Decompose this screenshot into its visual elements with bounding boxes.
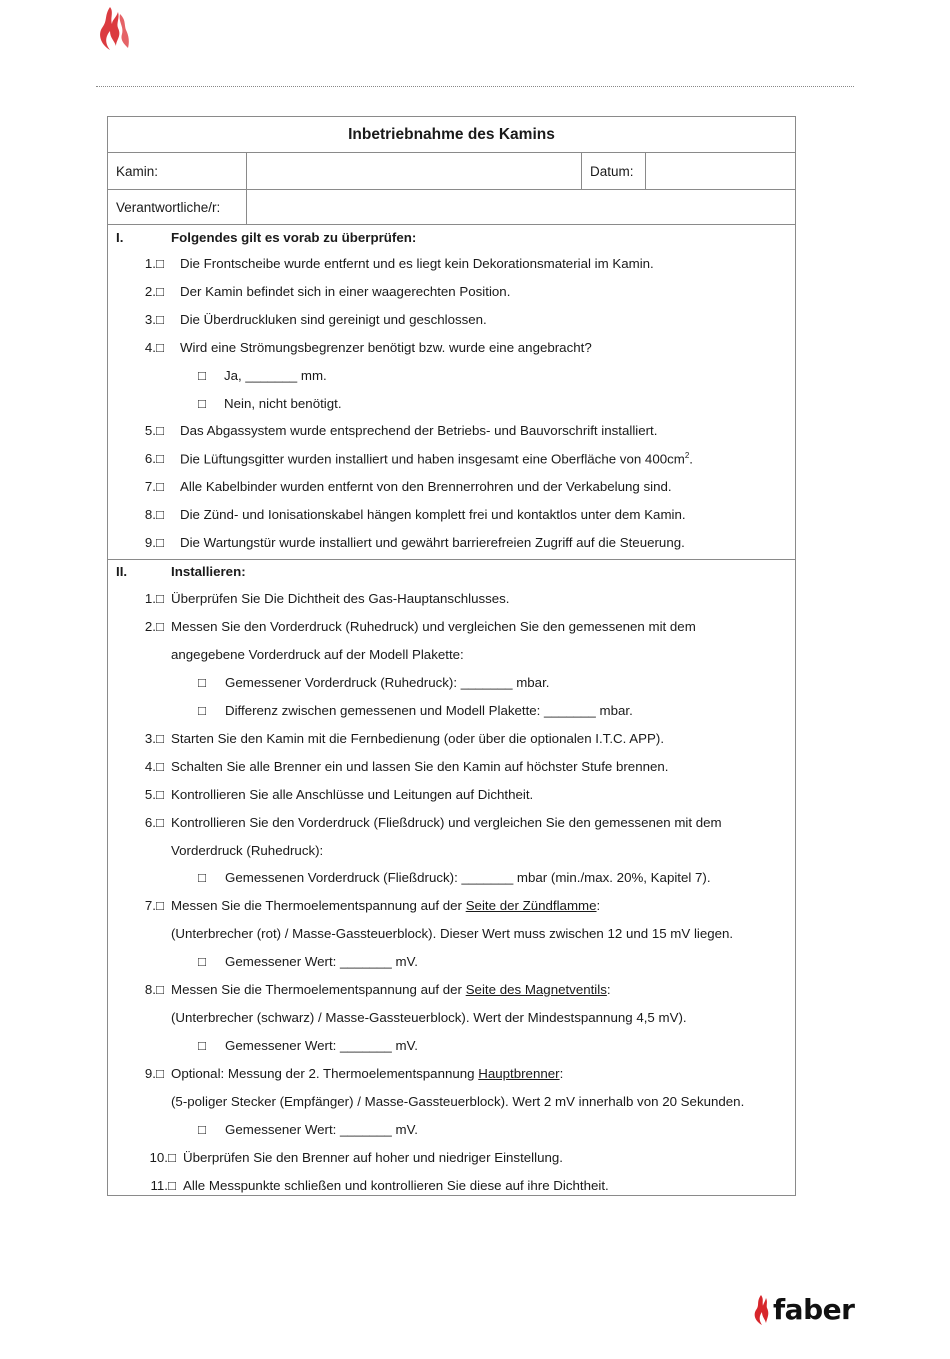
checklist-checkbox[interactable]: 1.□ xyxy=(144,256,164,271)
checklist-item-text xyxy=(225,870,711,885)
section-heading: Folgendes gilt es vorab zu überprüfen: xyxy=(171,230,417,245)
item-text: Alle Kabelbinder wurden entfernt von den Brennerrohren und der Verkabelung sind. xyxy=(180,479,672,494)
checklist-checkbox[interactable]: 11.□ xyxy=(150,1178,176,1193)
checklist-item-text xyxy=(180,507,686,522)
item-text: Die Überdruckluken sind gereinigt und geschlossen. xyxy=(180,312,487,327)
item-text: Alle Messpunkte schließen und kontrollieren Sie diese auf ihre Dichtheit. xyxy=(183,1178,609,1193)
verantwortlich-field[interactable] xyxy=(247,190,795,224)
header-divider xyxy=(96,86,854,87)
checklist-checkbox[interactable]: 2.□ xyxy=(144,284,164,299)
flame-logo-icon xyxy=(94,4,134,52)
item-text: Vorderdruck (Ruhedruck): xyxy=(171,843,324,858)
checklist-item-text xyxy=(180,284,510,299)
underlined-term: Hauptbrenner xyxy=(478,1066,560,1081)
section-pre-check xyxy=(108,225,795,560)
verantwortlich-label: Verantwortliche/r: xyxy=(108,190,247,224)
checklist-item-text xyxy=(171,731,664,746)
faber-brand-logo xyxy=(752,1292,856,1328)
item-text: Kontrollieren Sie alle Anschlüsse und Leitungen auf Dichtheit. xyxy=(171,787,534,802)
item-text: (Unterbrecher (rot) / Masse-Gassteuerblock). Dieser Wert muss zwischen 12 und 15 mV liegen. xyxy=(171,926,734,941)
item-text: Die Lüftungsgitter wurden installiert und haben insgesamt eine Oberfläche von 400cm xyxy=(180,451,685,467)
checklist-checkbox[interactable]: 8.□ xyxy=(144,507,164,522)
item-text: Messen Sie die Thermoelementspannung auf der xyxy=(171,982,466,997)
checklist-item-text xyxy=(180,312,487,327)
checklist-item-text xyxy=(171,898,600,913)
item-text-suffix: : xyxy=(596,898,601,913)
item-text: (Unterbrecher (schwarz) / Masse-Gassteuerblock). Wert der Mindestspannung 4,5 mV). xyxy=(171,1010,687,1025)
checklist-checkbox[interactable]: 3.□ xyxy=(144,731,164,746)
item-text: Gemessener Wert: _______ mV. xyxy=(225,1122,418,1137)
checklist-checkbox[interactable]: 8.□ xyxy=(144,982,164,997)
checklist-checkbox[interactable]: □ xyxy=(197,703,206,718)
checklist-item-text xyxy=(171,591,510,606)
kamin-field[interactable] xyxy=(247,153,582,189)
checklist-checkbox[interactable]: 7.□ xyxy=(144,479,164,494)
item-text: Gemessener Vorderdruck (Ruhedruck): _______ mbar. xyxy=(225,675,550,690)
item-text: Optional: Messung der 2. Thermoelementspannung xyxy=(171,1066,479,1081)
checklist-item-text xyxy=(183,1178,609,1193)
item-text-suffix: . xyxy=(689,451,693,467)
checklist-item-text xyxy=(225,1122,418,1137)
item-text: Ja, _______ mm. xyxy=(224,368,327,383)
checklist-checkbox[interactable]: 4.□ xyxy=(144,759,164,774)
checklist-item-text xyxy=(171,1066,563,1081)
verantwortlich-row xyxy=(108,190,795,225)
checklist-item-text xyxy=(225,675,549,690)
checklist-item-text xyxy=(171,619,696,634)
checklist-checkbox[interactable]: □ xyxy=(197,396,206,411)
item-text: Gemessenen Vorderdruck (Fließdruck): _______ mbar (min./max. 20%, Kapitel 7). xyxy=(225,870,711,885)
checklist-checkbox[interactable]: 9.□ xyxy=(144,1066,164,1081)
item-text: Starten Sie den Kamin mit die Fernbedienung (oder über die optionalen I.T.C. APP). xyxy=(171,731,665,746)
checklist-checkbox[interactable]: □ xyxy=(197,1122,206,1137)
checklist-checkbox[interactable]: 9.□ xyxy=(144,535,164,550)
section-number: II. xyxy=(116,564,128,579)
underlined-term: Seite der Zündflamme xyxy=(465,898,597,913)
checklist-item-text xyxy=(224,368,327,383)
checklist-checkbox[interactable]: 5.□ xyxy=(144,423,164,438)
flame-icon xyxy=(752,1294,772,1326)
checklist-item-text xyxy=(180,535,685,550)
checklist-checkbox[interactable]: 1.□ xyxy=(144,591,164,606)
checklist-item-text xyxy=(171,1094,744,1109)
datum-field[interactable] xyxy=(646,153,795,189)
checklist-checkbox[interactable]: 6.□ xyxy=(144,815,164,830)
checklist-item-text xyxy=(171,982,611,997)
checklist-item-text xyxy=(225,1038,418,1053)
item-text: Kontrollieren Sie den Vorderdruck (Fließdruck) und vergleichen Sie den gemessenen mit dem xyxy=(171,815,722,830)
datum-label: Datum: xyxy=(582,153,646,189)
checklist-item-text xyxy=(183,1150,563,1165)
item-text: Wird eine Strömungsbegrenzer benötigt bzw. wurde eine angebracht? xyxy=(180,340,592,355)
checklist-checkbox[interactable]: □ xyxy=(197,954,206,969)
item-text: Überprüfen Sie Die Dichtheit des Gas-Hauptanschlusses. xyxy=(171,591,510,606)
item-text-suffix: : xyxy=(559,1066,564,1081)
checklist-item-text xyxy=(180,451,693,466)
checklist-checkbox[interactable]: 3.□ xyxy=(144,312,164,327)
checklist-item-text xyxy=(180,479,672,494)
checklist-item-text xyxy=(180,423,657,438)
checklist-item-text xyxy=(171,843,323,858)
section-heading: Installieren: xyxy=(171,564,246,579)
superscript: 2 xyxy=(684,451,690,460)
item-text: Schalten Sie alle Brenner ein und lassen Sie den Kamin auf höchster Stufe brennen. xyxy=(171,759,669,774)
item-text: Die Zünd- und Ionisationskabel hängen komplett frei und kontaktlos unter dem Kamin. xyxy=(180,507,686,522)
checklist-item-text xyxy=(171,815,722,830)
checklist-checkbox[interactable]: 5.□ xyxy=(144,787,164,802)
item-text: Messen Sie den Vorderdruck (Ruhedruck) und vergleichen Sie den gemessenen mit dem xyxy=(171,619,696,634)
kamin-datum-row xyxy=(108,153,795,190)
checklist-checkbox[interactable]: 7.□ xyxy=(144,898,164,913)
checklist-checkbox[interactable]: □ xyxy=(197,368,206,383)
checklist-item-text xyxy=(180,256,654,271)
checklist-checkbox[interactable]: □ xyxy=(197,675,206,690)
underlined-term: Seite des Magnetventils xyxy=(465,982,607,997)
checklist-item-text xyxy=(180,340,592,355)
checklist-checkbox[interactable]: 4.□ xyxy=(144,340,164,355)
brand-name: faber xyxy=(773,1293,855,1326)
checklist-item-text xyxy=(225,954,418,969)
kamin-label: Kamin: xyxy=(108,153,247,189)
item-text: Gemessener Wert: _______ mV. xyxy=(225,954,418,969)
checklist-checkbox[interactable]: 2.□ xyxy=(144,619,164,634)
checklist-item-text xyxy=(225,703,633,718)
item-text: Messen Sie die Thermoelementspannung auf der xyxy=(171,898,466,913)
checklist-item-text xyxy=(171,926,733,941)
item-text: Differenz zwischen gemessenen und Modell Plakette: _______ mbar. xyxy=(225,703,633,718)
checklist-item-text xyxy=(171,647,464,662)
item-text: Das Abgassystem wurde entsprechend der Betriebs- und Bauvorschrift installiert. xyxy=(180,423,658,438)
item-text: Der Kamin befindet sich in einer waagerechten Position. xyxy=(180,284,511,299)
checklist-checkbox[interactable]: 6.□ xyxy=(144,451,164,466)
item-text: angegebene Vorderdruck auf der Modell Plakette: xyxy=(171,647,464,662)
item-text: Gemessener Wert: _______ mV. xyxy=(225,1038,418,1053)
checklist-item-text xyxy=(224,396,342,411)
commissioning-form xyxy=(107,116,796,1196)
checklist-checkbox[interactable]: □ xyxy=(197,870,206,885)
form-title: Inbetriebnahme des Kamins xyxy=(108,117,795,153)
item-text: Die Wartungstür wurde installiert und gewährt barrierefreien Zugriff auf die Steuerung. xyxy=(180,535,685,550)
checklist-checkbox[interactable]: 10.□ xyxy=(149,1150,176,1165)
section-install xyxy=(108,560,795,1200)
checklist-item-text xyxy=(171,787,533,802)
checklist-item-text xyxy=(171,759,668,774)
item-text-suffix: : xyxy=(606,982,611,997)
item-text: Überprüfen Sie den Brenner auf hoher und niedriger Einstellung. xyxy=(183,1150,563,1165)
section-number: I. xyxy=(116,230,124,245)
checklist-item-text xyxy=(171,1010,687,1025)
item-text: Die Frontscheibe wurde entfernt und es liegt kein Dekorationsmaterial im Kamin. xyxy=(180,256,654,271)
item-text: Nein, nicht benötigt. xyxy=(224,396,342,411)
checklist-checkbox[interactable]: □ xyxy=(197,1038,206,1053)
item-text: (5-poliger Stecker (Empfänger) / Masse-Gassteuerblock). Wert 2 mV innerhalb von 20 Sekunden. xyxy=(171,1094,745,1109)
